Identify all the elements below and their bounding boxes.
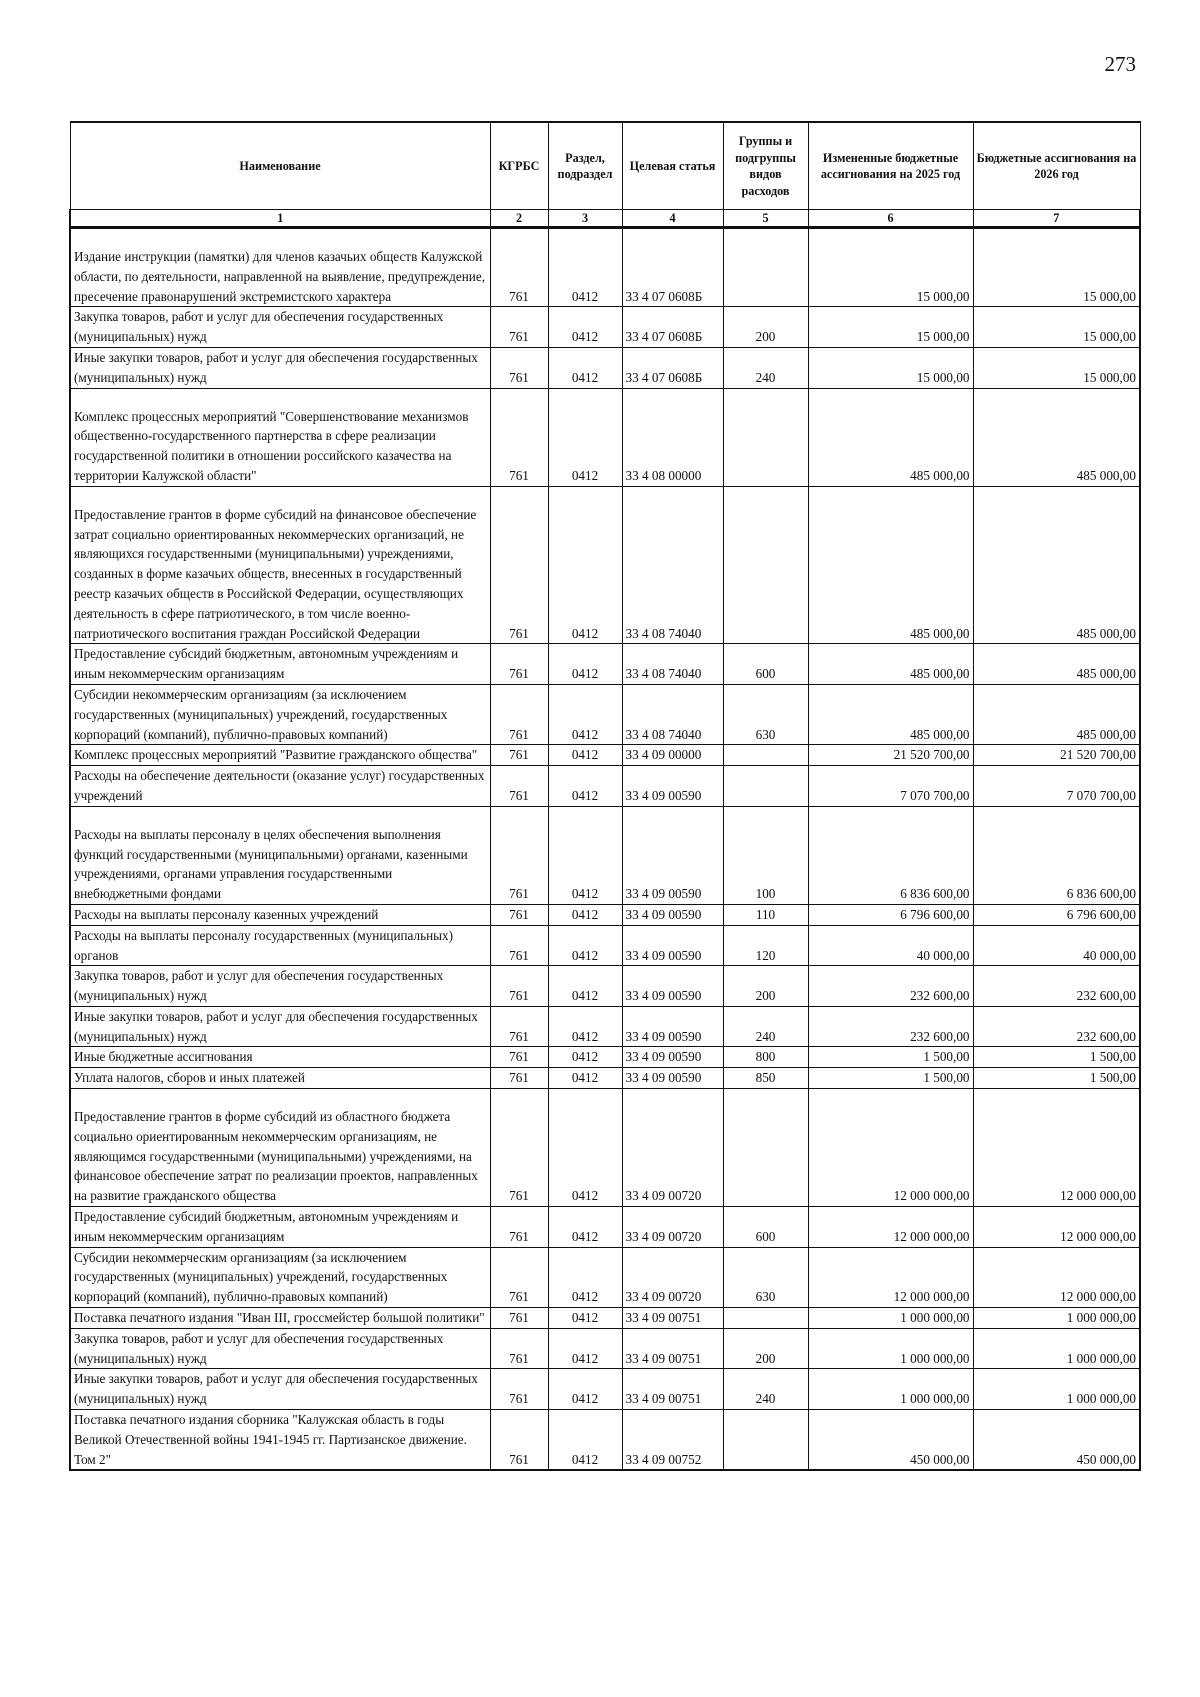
row-amount-2026: 15 000,00 xyxy=(973,307,1140,348)
table-row xyxy=(70,745,1140,766)
row-target: 33 4 08 00000 xyxy=(622,388,723,486)
row-amount-2026: 1 500,00 xyxy=(973,1068,1140,1089)
row-amount-2025: 21 520 700,00 xyxy=(808,745,973,766)
row-section: 0412 xyxy=(548,766,622,807)
row-amount-2025: 12 000 000,00 xyxy=(808,1089,973,1207)
row-name: Предоставление грантов в форме субсидий на финансовое обеспечение затрат социально ориентированных некоммерческих организаций, не являющихся государственными (муниципальными) учреждениями, созданных в форме казачьих обществ, внесенных в государственный реестр казачьих обществ в Российской Федерации, осуществляющих деятельность в сфере патриотического, в том числе военно-патриотического воспитания граждан Российской Федерации xyxy=(70,486,490,644)
column-number: 3 xyxy=(548,210,622,228)
row-kgrbs: 761 xyxy=(490,1308,548,1329)
row-group: 110 xyxy=(723,904,808,925)
row-group: 630 xyxy=(723,684,808,744)
row-target: 33 4 09 00751 xyxy=(622,1328,723,1369)
budget-table xyxy=(69,121,1141,1471)
column-number: 2 xyxy=(490,210,548,228)
row-amount-2025: 1 500,00 xyxy=(808,1047,973,1068)
row-target: 33 4 09 00590 xyxy=(622,766,723,807)
row-section: 0412 xyxy=(548,1410,622,1471)
row-amount-2026: 15 000,00 xyxy=(973,228,1140,307)
row-kgrbs: 761 xyxy=(490,904,548,925)
row-amount-2026: 1 000 000,00 xyxy=(973,1328,1140,1369)
row-kgrbs: 761 xyxy=(490,925,548,966)
row-kgrbs: 761 xyxy=(490,684,548,744)
row-kgrbs: 761 xyxy=(490,1006,548,1047)
row-amount-2026: 12 000 000,00 xyxy=(973,1089,1140,1207)
table-row xyxy=(70,307,1140,348)
row-name: Поставка печатного издания "Иван III, гроссмейстер большой политики" xyxy=(70,1308,490,1329)
row-name: Закупка товаров, работ и услуг для обеспечения государственных (муниципальных) нужд xyxy=(70,307,490,348)
row-amount-2026: 485 000,00 xyxy=(973,388,1140,486)
table-row xyxy=(70,1068,1140,1089)
row-section: 0412 xyxy=(548,1247,622,1307)
row-section: 0412 xyxy=(548,1006,622,1047)
table-row xyxy=(70,1308,1140,1329)
table-row xyxy=(70,347,1140,388)
row-kgrbs: 761 xyxy=(490,966,548,1007)
column-number-row xyxy=(70,210,1140,228)
row-name: Расходы на выплаты персоналу в целях обеспечения выполнения функций государственными (муниципальными) органами, казенными учреждениями, органами управления государственными внебюджетными фондами xyxy=(70,806,490,904)
row-name: Закупка товаров, работ и услуг для обеспечения государственных (муниципальных) нужд xyxy=(70,1328,490,1369)
table-row xyxy=(70,1247,1140,1307)
row-target: 33 4 09 00751 xyxy=(622,1308,723,1329)
row-amount-2025: 1 000 000,00 xyxy=(808,1328,973,1369)
row-name: Закупка товаров, работ и услуг для обеспечения государственных (муниципальных) нужд xyxy=(70,966,490,1007)
row-name: Поставка печатного издания сборника "Калужская область в годы Великой Отечественной войны 1941-1945 гг. Партизанское движение. Том 2" xyxy=(70,1410,490,1471)
row-amount-2025: 6 796 600,00 xyxy=(808,904,973,925)
row-group xyxy=(723,1410,808,1471)
row-amount-2025: 232 600,00 xyxy=(808,1006,973,1047)
header-group: Группы и подгруппы видов расходов xyxy=(723,122,808,210)
row-group xyxy=(723,766,808,807)
row-amount-2025: 485 000,00 xyxy=(808,486,973,644)
row-name: Субсидии некоммерческим организациям (за исключением государственных (муниципальных) учреждений, государственных корпораций (компаний), публично-правовых компаний) xyxy=(70,1247,490,1307)
row-name: Комплекс процессных мероприятий "Совершенствование механизмов общественно-государственного партнерства в сфере реализации государственной политики в отношении российского казачества на территории Калужской области" xyxy=(70,388,490,486)
row-group: 850 xyxy=(723,1068,808,1089)
row-amount-2025: 12 000 000,00 xyxy=(808,1207,973,1248)
row-section: 0412 xyxy=(548,307,622,348)
row-name: Расходы на выплаты персоналу государственных (муниципальных) органов xyxy=(70,925,490,966)
row-target: 33 4 09 00751 xyxy=(622,1369,723,1410)
row-kgrbs: 761 xyxy=(490,388,548,486)
row-section: 0412 xyxy=(548,966,622,1007)
row-group: 800 xyxy=(723,1047,808,1068)
header-row xyxy=(70,122,1140,210)
table-row xyxy=(70,1410,1140,1471)
row-section: 0412 xyxy=(548,684,622,744)
row-target: 33 4 07 0608Б xyxy=(622,228,723,307)
row-target: 33 4 09 00590 xyxy=(622,904,723,925)
row-amount-2026: 1 000 000,00 xyxy=(973,1369,1140,1410)
row-kgrbs: 761 xyxy=(490,1089,548,1207)
row-section: 0412 xyxy=(548,228,622,307)
row-kgrbs: 761 xyxy=(490,1369,548,1410)
row-group xyxy=(723,388,808,486)
row-group: 240 xyxy=(723,1369,808,1410)
row-group: 200 xyxy=(723,307,808,348)
row-amount-2026: 450 000,00 xyxy=(973,1410,1140,1471)
row-name: Расходы на выплаты персоналу казенных учреждений xyxy=(70,904,490,925)
row-kgrbs: 761 xyxy=(490,1068,548,1089)
row-kgrbs: 761 xyxy=(490,766,548,807)
row-amount-2025: 7 070 700,00 xyxy=(808,766,973,807)
row-kgrbs: 761 xyxy=(490,1207,548,1248)
row-group: 600 xyxy=(723,1207,808,1248)
table-row xyxy=(70,1089,1140,1207)
row-section: 0412 xyxy=(548,486,622,644)
row-group: 600 xyxy=(723,644,808,685)
row-amount-2026: 40 000,00 xyxy=(973,925,1140,966)
row-amount-2026: 232 600,00 xyxy=(973,1006,1140,1047)
row-target: 33 4 08 74040 xyxy=(622,486,723,644)
row-section: 0412 xyxy=(548,1089,622,1207)
row-kgrbs: 761 xyxy=(490,806,548,904)
row-name: Субсидии некоммерческим организациям (за исключением государственных (муниципальных) учреждений, государственных корпораций (компаний), публично-правовых компаний) xyxy=(70,684,490,744)
row-section: 0412 xyxy=(548,904,622,925)
row-section: 0412 xyxy=(548,1328,622,1369)
header-target: Целевая статья xyxy=(622,122,723,210)
row-name: Расходы на обеспечение деятельности (оказание услуг) государственных учреждений xyxy=(70,766,490,807)
row-amount-2025: 450 000,00 xyxy=(808,1410,973,1471)
row-section: 0412 xyxy=(548,1369,622,1410)
row-group: 200 xyxy=(723,966,808,1007)
row-group xyxy=(723,1308,808,1329)
row-amount-2026: 12 000 000,00 xyxy=(973,1207,1140,1248)
row-target: 33 4 09 00590 xyxy=(622,966,723,1007)
row-name: Предоставление грантов в форме субсидий из областного бюджета социально ориентированным некоммерческим организациям, не являющимся государственными (муниципальными) учреждениями, на финансовое обеспечение затрат по реализации проектов, направленных на развитие гражданского общества xyxy=(70,1089,490,1207)
row-group xyxy=(723,745,808,766)
row-kgrbs: 761 xyxy=(490,1328,548,1369)
row-group xyxy=(723,228,808,307)
row-amount-2025: 6 836 600,00 xyxy=(808,806,973,904)
row-group: 200 xyxy=(723,1328,808,1369)
row-section: 0412 xyxy=(548,1068,622,1089)
table-row xyxy=(70,1369,1140,1410)
row-target: 33 4 09 00720 xyxy=(622,1207,723,1248)
row-group xyxy=(723,1089,808,1207)
row-amount-2025: 1 000 000,00 xyxy=(808,1308,973,1329)
row-name: Иные бюджетные ассигнования xyxy=(70,1047,490,1068)
row-amount-2026: 1 500,00 xyxy=(973,1047,1140,1068)
row-section: 0412 xyxy=(548,388,622,486)
header-amount-2025: Измененные бюджетные ассигнования на 2025 год xyxy=(808,122,973,210)
row-section: 0412 xyxy=(548,745,622,766)
table-row xyxy=(70,904,1140,925)
table-body xyxy=(70,228,1140,1471)
row-amount-2026: 1 000 000,00 xyxy=(973,1308,1140,1329)
row-section: 0412 xyxy=(548,806,622,904)
table-row xyxy=(70,1328,1140,1369)
row-target: 33 4 08 74040 xyxy=(622,684,723,744)
row-amount-2026: 6 836 600,00 xyxy=(973,806,1140,904)
column-number: 5 xyxy=(723,210,808,228)
table-row xyxy=(70,925,1140,966)
row-name: Комплекс процессных мероприятий "Развитие гражданского общества" xyxy=(70,745,490,766)
row-name: Уплата налогов, сборов и иных платежей xyxy=(70,1068,490,1089)
row-amount-2025: 485 000,00 xyxy=(808,684,973,744)
row-amount-2025: 1 000 000,00 xyxy=(808,1369,973,1410)
row-group xyxy=(723,486,808,644)
column-number: 7 xyxy=(973,210,1140,228)
row-kgrbs: 761 xyxy=(490,307,548,348)
row-target: 33 4 09 00590 xyxy=(622,1068,723,1089)
row-group: 240 xyxy=(723,347,808,388)
row-amount-2025: 12 000 000,00 xyxy=(808,1247,973,1307)
header-name: Наименование xyxy=(70,122,490,210)
header-amount-2026: Бюджетные ассигнования на 2026 год xyxy=(973,122,1140,210)
row-target: 33 4 09 00000 xyxy=(622,745,723,766)
row-amount-2025: 232 600,00 xyxy=(808,966,973,1007)
row-kgrbs: 761 xyxy=(490,644,548,685)
table-row xyxy=(70,806,1140,904)
row-name: Предоставление субсидий бюджетным, автономным учреждениям и иным некоммерческим организациям xyxy=(70,644,490,685)
table-row xyxy=(70,388,1140,486)
row-kgrbs: 761 xyxy=(490,1410,548,1471)
row-amount-2025: 15 000,00 xyxy=(808,228,973,307)
row-section: 0412 xyxy=(548,347,622,388)
row-target: 33 4 09 00590 xyxy=(622,925,723,966)
row-amount-2026: 485 000,00 xyxy=(973,644,1140,685)
header-kgrbs: КГРБС xyxy=(490,122,548,210)
column-number: 1 xyxy=(70,210,490,228)
row-amount-2026: 485 000,00 xyxy=(973,486,1140,644)
row-target: 33 4 09 00590 xyxy=(622,1006,723,1047)
row-amount-2025: 485 000,00 xyxy=(808,388,973,486)
row-target: 33 4 07 0608Б xyxy=(622,307,723,348)
row-amount-2025: 1 500,00 xyxy=(808,1068,973,1089)
table-row xyxy=(70,684,1140,744)
row-kgrbs: 761 xyxy=(490,745,548,766)
row-target: 33 4 09 00720 xyxy=(622,1089,723,1207)
row-target: 33 4 09 00752 xyxy=(622,1410,723,1471)
column-number: 4 xyxy=(622,210,723,228)
row-section: 0412 xyxy=(548,1207,622,1248)
row-name: Предоставление субсидий бюджетным, автономным учреждениям и иным некоммерческим организациям xyxy=(70,1207,490,1248)
row-amount-2025: 15 000,00 xyxy=(808,347,973,388)
row-group: 100 xyxy=(723,806,808,904)
row-target: 33 4 09 00590 xyxy=(622,806,723,904)
row-kgrbs: 761 xyxy=(490,1047,548,1068)
table-row xyxy=(70,228,1140,307)
row-target: 33 4 09 00720 xyxy=(622,1247,723,1307)
row-name: Издание инструкции (памятки) для членов казачьих обществ Калужской области, по деятельности, направленной на выявление, предупреждение, пресечение правонарушений экстремистского характера xyxy=(70,228,490,307)
table-row xyxy=(70,1047,1140,1068)
row-section: 0412 xyxy=(548,644,622,685)
row-group: 120 xyxy=(723,925,808,966)
row-amount-2025: 15 000,00 xyxy=(808,307,973,348)
row-section: 0412 xyxy=(548,1047,622,1068)
row-amount-2025: 40 000,00 xyxy=(808,925,973,966)
row-section: 0412 xyxy=(548,1308,622,1329)
row-target: 33 4 07 0608Б xyxy=(622,347,723,388)
row-section: 0412 xyxy=(548,925,622,966)
row-kgrbs: 761 xyxy=(490,347,548,388)
table-row xyxy=(70,1207,1140,1248)
row-group: 240 xyxy=(723,1006,808,1047)
header-section: Раздел, подраздел xyxy=(548,122,622,210)
page-number: 273 xyxy=(1104,52,1136,76)
row-amount-2026: 485 000,00 xyxy=(973,684,1140,744)
column-number: 6 xyxy=(808,210,973,228)
row-name: Иные закупки товаров, работ и услуг для обеспечения государственных (муниципальных) нужд xyxy=(70,1369,490,1410)
table-row xyxy=(70,644,1140,685)
row-amount-2026: 21 520 700,00 xyxy=(973,745,1140,766)
row-kgrbs: 761 xyxy=(490,486,548,644)
table-row xyxy=(70,486,1140,644)
row-target: 33 4 08 74040 xyxy=(622,644,723,685)
row-target: 33 4 09 00590 xyxy=(622,1047,723,1068)
row-kgrbs: 761 xyxy=(490,228,548,307)
row-amount-2026: 232 600,00 xyxy=(973,966,1140,1007)
row-amount-2026: 12 000 000,00 xyxy=(973,1247,1140,1307)
row-amount-2025: 485 000,00 xyxy=(808,644,973,685)
row-name: Иные закупки товаров, работ и услуг для обеспечения государственных (муниципальных) нужд xyxy=(70,347,490,388)
row-amount-2026: 15 000,00 xyxy=(973,347,1140,388)
table-row xyxy=(70,966,1140,1007)
table-row xyxy=(70,766,1140,807)
row-name: Иные закупки товаров, работ и услуг для обеспечения государственных (муниципальных) нужд xyxy=(70,1006,490,1047)
row-kgrbs: 761 xyxy=(490,1247,548,1307)
row-amount-2026: 7 070 700,00 xyxy=(973,766,1140,807)
row-amount-2026: 6 796 600,00 xyxy=(973,904,1140,925)
row-group: 630 xyxy=(723,1247,808,1307)
table-row xyxy=(70,1006,1140,1047)
